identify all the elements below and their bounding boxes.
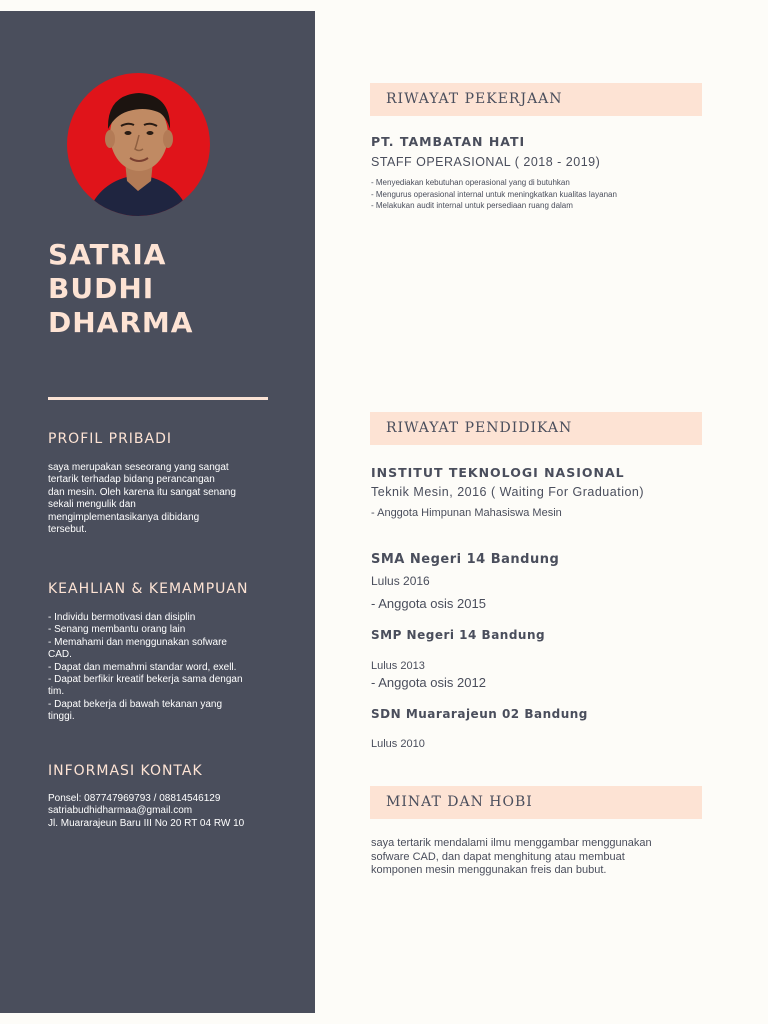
keahlian-item: - Dapat dan memahmi standar word, exell.: [48, 661, 237, 673]
sma-lulus: Lulus 2016: [371, 574, 430, 588]
profile-photo: [67, 73, 210, 216]
sd-lulus: Lulus 2010: [371, 738, 425, 750]
address-text: Jl. Muararajeun Baru III No 20 RT 04 RW 10: [48, 817, 245, 829]
profil-line: dan mesin. Oleh karena itu sangat senang: [48, 486, 236, 498]
duty-item: - Melakukan audit internal untuk persediaan ruang dalam: [371, 201, 573, 210]
keahlian-heading: KEAHLIAN & KEMAMPUAN: [48, 581, 249, 597]
hobi-section-header: [370, 786, 702, 819]
smp-lulus: Lulus 2013: [371, 660, 425, 672]
phone-text: Ponsel: 087747969793 / 08814546129: [48, 793, 221, 804]
duty-item: - Menyediakan kebutuhan operasional yang di butuhkan: [371, 178, 570, 187]
job-position: STAFF OPERASIONAL ( 2018 - 2019): [371, 155, 601, 169]
keahlian-item: - Memahami dan menggunakan sofware: [48, 636, 227, 648]
profil-text: [48, 462, 270, 536]
name-line: BUDHI: [48, 272, 155, 305]
keahlian-item: - Dapat bekerja di bawah tekanan yang: [48, 698, 223, 710]
keahlian-list: [48, 612, 270, 724]
hobi-line: sofware CAD, dan dapat menghitung atau membuat: [371, 850, 625, 863]
profil-line: sekali mengulik dan: [48, 499, 136, 511]
name-divider: [48, 397, 268, 400]
keahlian-item: tim.: [48, 686, 65, 698]
kontak-heading: INFORMASI KONTAK: [48, 763, 203, 779]
hobi-text: [371, 837, 701, 878]
profil-line: tersebut.: [48, 524, 87, 536]
keahlian-item: - Senang membantu orang lain: [48, 624, 186, 636]
keahlian-item: - Dapat berfikir kreatif bekerja sama dengan: [48, 674, 243, 686]
full-name: [48, 238, 193, 340]
company-name: PT. TAMBATAN HATI: [371, 134, 526, 149]
profil-line: mengimplementasikanya dibidang: [48, 511, 200, 523]
organisasi-text: - Anggota Himpunan Mahasiswa Mesin: [371, 507, 562, 519]
job-duties: [371, 177, 617, 212]
jurusan-text: Teknik Mesin, 2016 ( Waiting For Graduation): [371, 485, 645, 499]
pekerjaan-heading: RIWAYAT PEKERJAAN: [386, 91, 563, 107]
hobi-line: komponen mesin menggunakan freis dan bubut.: [371, 864, 607, 876]
smp-org: - Anggota osis 2012: [371, 675, 486, 690]
person-portrait-image: [67, 73, 210, 216]
name-line: DHARMA: [48, 306, 194, 339]
pendidikan-section-header: [370, 412, 702, 445]
keahlian-item: CAD.: [48, 649, 72, 661]
profil-line: saya merupakan seseorang yang sangat: [48, 462, 229, 473]
email-text: satriabudhidharmaa@gmail.com: [48, 805, 193, 817]
kontak-info: [48, 793, 288, 830]
pekerjaan-section-header: [370, 83, 702, 116]
profil-line: tertarik terhadap bidang perancangan: [48, 474, 215, 486]
sma-name: SMA Negeri 14 Bandung: [371, 552, 560, 567]
smp-name: SMP Negeri 14 Bandung: [371, 628, 546, 642]
name-line: SATRIA: [48, 238, 167, 271]
keahlian-item: - Individu bermotivasi dan disiplin: [48, 612, 196, 623]
duty-item: - Mengurus operasional internal untuk meningkatkan kualitas layanan: [371, 189, 617, 199]
hobi-heading: MINAT DAN HOBI: [386, 794, 533, 810]
keahlian-item: tinggi.: [48, 711, 75, 723]
institut-name: INSTITUT TEKNOLOGI NASIONAL: [371, 465, 625, 480]
hobi-line: saya tertarik mendalami ilmu menggambar menggunakan: [371, 837, 652, 849]
pendidikan-heading: RIWAYAT PENDIDIKAN: [386, 420, 573, 436]
profil-heading: PROFIL PRIBADI: [48, 431, 173, 447]
sma-org: - Anggota osis 2015: [371, 596, 486, 611]
sd-name: SDN Muararajeun 02 Bandung: [371, 707, 588, 721]
